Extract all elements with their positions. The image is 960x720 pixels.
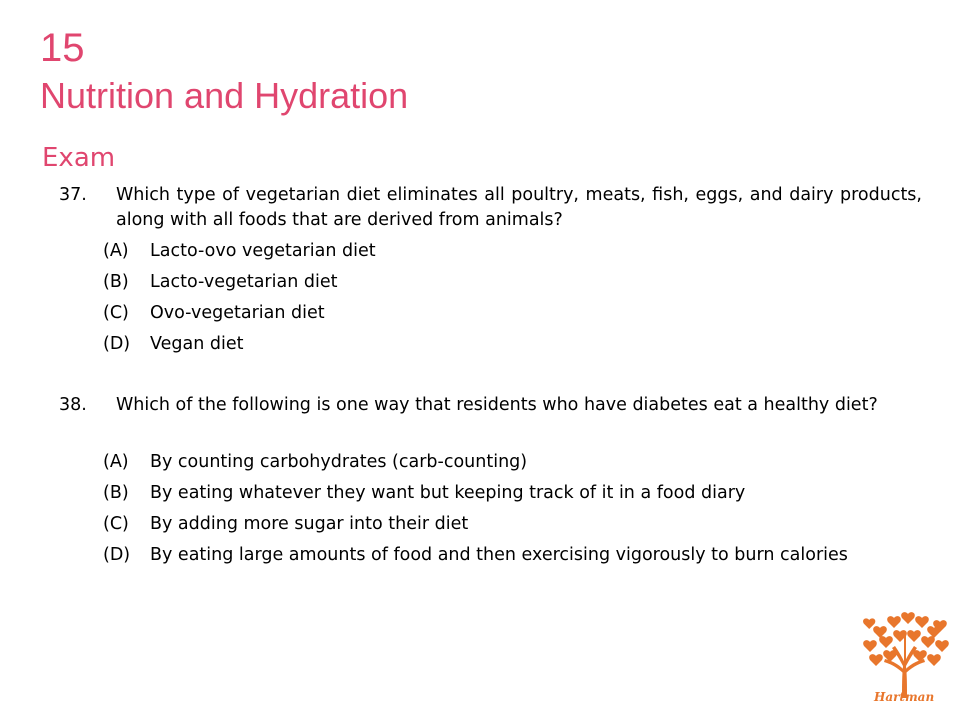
option-letter: (B) [103, 272, 129, 292]
option-text: Lacto-vegetarian diet [150, 272, 338, 292]
question-text: Which type of vegetarian diet eliminates all poultry, meats, fish, eggs, and dairy products, along with all foods that are derived from animals? [116, 185, 922, 230]
question-number: 37. [59, 185, 87, 205]
option-text: By adding more sugar into their diet [150, 514, 469, 534]
option-text: Lacto-ovo vegetarian diet [150, 241, 376, 261]
option-letter: (A) [103, 452, 129, 472]
option-letter: (B) [103, 483, 129, 503]
option-letter: (D) [103, 334, 131, 354]
question-text: Which of the following is one way that residents who have diabetes eat a healthy diet? [116, 395, 878, 415]
option-text: Ovo-vegetarian diet [150, 303, 325, 323]
option-text: By eating whatever they want but keeping track of it in a food diary [150, 483, 746, 503]
chapter-number: 15 [40, 26, 85, 70]
option-text: Vegan diet [150, 334, 244, 354]
option-letter: (C) [103, 514, 129, 534]
question-number: 38. [59, 395, 87, 415]
option-letter: (A) [103, 241, 129, 261]
option-text: By eating large amounts of food and then exercising vigorously to burn calories [150, 545, 848, 565]
option-letter: (C) [103, 303, 129, 323]
chapter-title: Nutrition and Hydration [40, 75, 409, 116]
hartman-logo-text: Hartman [874, 690, 935, 704]
option-text: By counting carbohydrates (carb-counting) [150, 452, 528, 472]
section-title: Exam [42, 143, 116, 173]
option-letter: (D) [103, 545, 131, 565]
